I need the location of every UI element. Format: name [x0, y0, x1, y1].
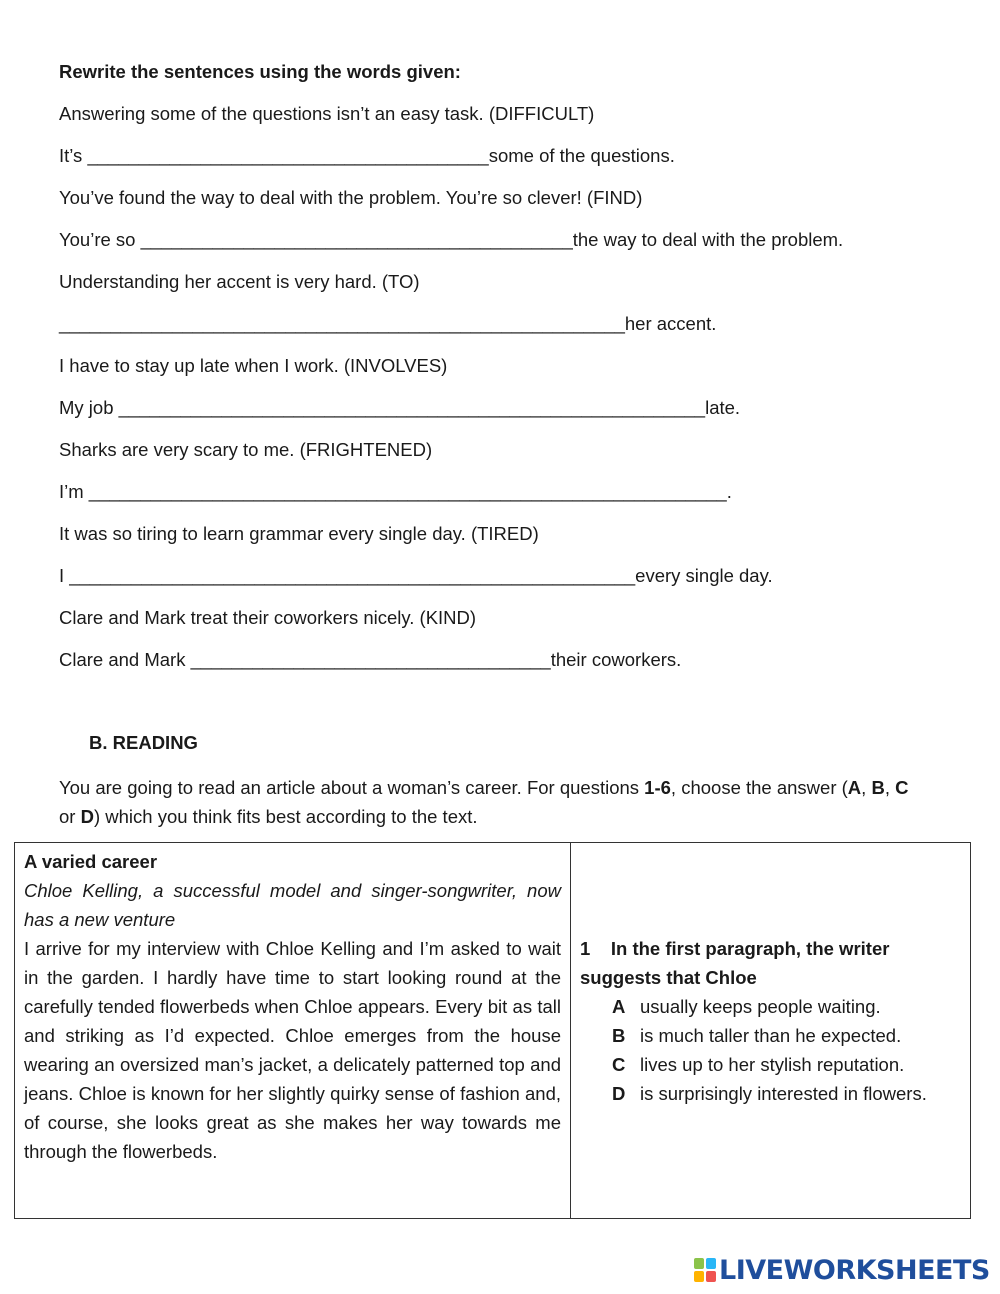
question-number: 1	[580, 938, 591, 959]
logo-square-2	[706, 1258, 716, 1269]
option-text: is much taller than he expected.	[640, 1025, 902, 1046]
option-text: usually keeps people waiting.	[640, 996, 881, 1017]
reading-instructions: You are going to read an article about a woman’s career. For questions 1-6, choose the answer (A, B, C or D) which you think fits best according to the text.	[59, 777, 909, 827]
prompt-sentence-6: It was so tiring to learn grammar every single day. (TIRED)	[59, 523, 539, 544]
article-paragraph: I arrive for my interview with Chloe Kelling and I’m asked to wait in the garden. I hardly have time to start looking round at the carefully tended flowerbeds when Chloe appears. Every bit as tall and striking as I’d expected. Chloe emerges from the house wearing an oversized man’s jacket, a delicately patterned top and jeans. Chloe is known for her slightly quirky sense of fashion and, of course, she looks great as she makes her way towards me through the flowerbeds.	[24, 938, 561, 1162]
logo-square-1	[694, 1258, 704, 1269]
prompt-sentence-5: Sharks are very scary to me. (FRIGHTENED)	[59, 439, 433, 460]
answer-line-1[interactable]: It’s _______________________________________some of the questions.	[59, 145, 675, 166]
option-text: lives up to her stylish reputation.	[640, 1054, 905, 1075]
option-b[interactable]	[580, 1021, 961, 1050]
liveworksheets-logo	[694, 1255, 990, 1285]
logo-square-3	[694, 1271, 704, 1282]
option-letter: B	[612, 1025, 626, 1046]
reading-section-heading: B. READING	[89, 732, 198, 753]
prompt-sentence-1: Answering some of the questions isn’t an easy task. (DIFFICULT)	[59, 103, 595, 124]
answer-line-6[interactable]: I _______________________________________________________every single day.	[59, 565, 773, 586]
option-a[interactable]	[580, 992, 961, 1021]
question-1	[580, 934, 961, 992]
prompt-sentence-3: Understanding her accent is very hard. (TO)	[59, 271, 420, 292]
option-c[interactable]	[580, 1050, 961, 1079]
option-letter: C	[612, 1054, 626, 1075]
logo-square-4	[706, 1271, 716, 1282]
prompt-sentence-2: You’ve found the way to deal with the problem. You’re so clever! (FIND)	[59, 187, 643, 208]
option-text: is surprisingly interested in flowers.	[640, 1083, 927, 1104]
exercise-heading: Rewrite the sentences using the words given:	[59, 61, 461, 82]
logo-text: LIVEWORKSHEETS	[719, 1254, 990, 1286]
question-cell	[571, 843, 971, 1219]
answer-line-7[interactable]: Clare and Mark ___________________________________their coworkers.	[59, 649, 682, 670]
answer-line-2[interactable]: You’re so __________________________________________the way to deal with the problem.	[59, 229, 844, 250]
question-text: In the first paragraph, the writer suggests that Chloe	[580, 938, 890, 988]
article-subtitle: Chloe Kelling, a successful model and singer-songwriter, now has a new venture	[24, 880, 561, 930]
prompt-sentence-7: Clare and Mark treat their coworkers nicely. (KIND)	[59, 607, 477, 628]
article-cell	[15, 843, 571, 1219]
option-d[interactable]	[580, 1079, 961, 1108]
prompt-sentence-4: I have to stay up late when I work. (INVOLVES)	[59, 355, 448, 376]
answer-line-5[interactable]: I’m ______________________________________________________________.	[59, 481, 732, 502]
article-title: A varied career	[24, 851, 158, 872]
logo-icon	[694, 1258, 716, 1282]
answer-line-4[interactable]: My job _________________________________________________________late.	[59, 397, 741, 418]
reading-table	[14, 842, 971, 1219]
option-letter: A	[612, 996, 626, 1017]
option-letter: D	[612, 1083, 626, 1104]
answer-line-3[interactable]: _______________________________________________________her accent.	[59, 313, 717, 334]
